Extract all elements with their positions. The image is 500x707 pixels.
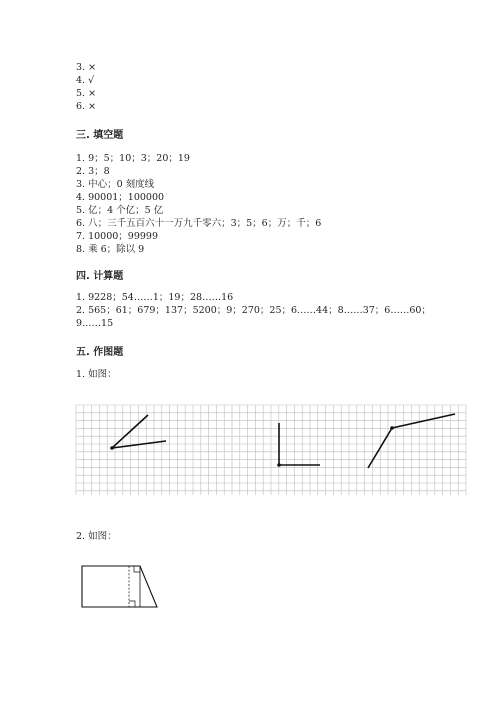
drawing-q2-label: 2. 如图：	[76, 531, 117, 542]
judge-answer-3: 3. ×	[76, 62, 97, 73]
fill-answer-7: 7. 10000；99999	[76, 231, 159, 242]
section-fill-blank-title: 三. 填空题	[76, 130, 124, 141]
fill-answer-5: 5. 亿；4 个亿；5 亿	[76, 205, 164, 216]
grid-paper	[76, 405, 466, 495]
angle-vertex-3	[390, 426, 394, 430]
judge-answer-6: 6. ×	[76, 101, 97, 112]
section-calculation-title: 四. 计算题	[76, 271, 124, 282]
fill-answer-3: 3. 中心；0 刻度线	[76, 179, 155, 190]
fill-answer-6: 6. 八；三千五百六十一万九千零六；3；5；6；万；千；6	[76, 218, 322, 229]
calc-answer-2-continued: 9……15	[76, 318, 114, 329]
fill-answer-8: 8. 乘 6；除以 9	[76, 244, 145, 255]
judge-answer-4: 4. √	[76, 75, 95, 86]
angle-vertex-1	[110, 446, 114, 450]
trapezoid-figure	[82, 566, 157, 607]
drawing-q1-label: 1. 如图：	[76, 369, 117, 380]
fill-answer-4: 4. 90001；100000	[76, 192, 165, 203]
calc-answer-2: 2. 565；61；679；137；5200；9；270；25；6……44；8……37；6……60；	[76, 305, 431, 316]
fill-answer-2: 2. 3；8	[76, 166, 110, 177]
fill-answer-1: 1. 9；5；10；3；20；19	[76, 153, 190, 164]
angle-figure-1	[112, 415, 166, 448]
section-drawing-title: 五. 作图题	[76, 347, 124, 358]
angle-vertex-2	[277, 463, 281, 467]
judge-answer-5: 5. ×	[76, 88, 97, 99]
calc-answer-1: 1. 9228；54……1；19；28……16	[76, 292, 234, 303]
